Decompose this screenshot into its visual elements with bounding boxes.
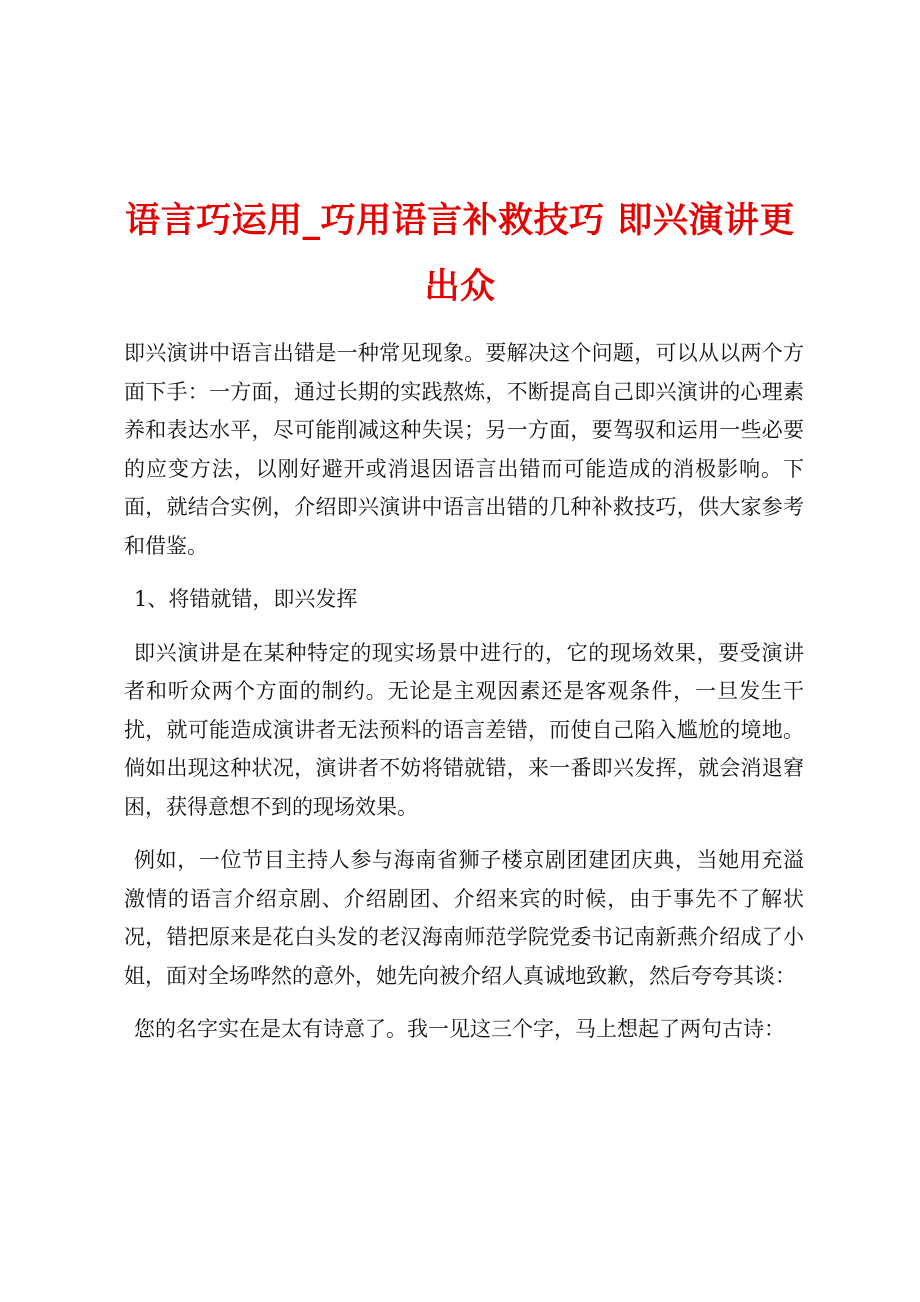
document-body — [124, 334, 804, 1064]
paragraph-quote-intro: 您的名字实在是太有诗意了。我一见这三个字，马上想起了两句古诗： — [134, 1017, 785, 1041]
paragraph-intro: 即兴演讲中语言出错是一种常见现象。要解决这个问题，可以从以两个方面下手：一方面，通过长期的实践熬炼，不断提高自己即兴演讲的心理素养和表达水平，尽可能削减这种失误；另一方面，要驾驭和运用一些必要的应变方法，以刚好避开或消退因语言出错而可能造成的消极影响。下面，就结合实例，介绍即兴演讲中语言出错的几种补救技巧，供大家参考和借鉴。 — [124, 341, 804, 558]
paragraph-section-1: 即兴演讲是在某种特定的现实场景中进行的，它的现场效果，要受演讲者和听众两个方面的制约。无论是主观因素还是客观条件，一旦发生干扰，就可能造成演讲者无法预料的语言差错，而使自己陷入尴尬的境地。倘如出现这种状况，演讲者不妨将错就错，来一番即兴发挥，就会消退窘困，获得意想不到的现场效果。 — [124, 640, 804, 819]
document-title: 语言巧运用_巧用语言补救技巧 即兴演讲更出众 — [125, 201, 795, 307]
paragraph-example: 例如，一位节目主持人参与海南省狮子楼京剧团建团庆典，当她用充溢激情的语言介绍京剧、介绍剧团、介绍来宾的时候，由于事先不了解状况，错把原来是花白头发的老汉海南师范学院党委书记南新燕介绍成了小姐，面对全场哗然的意外，她先向被介绍人真诚地致歉，然后夸夸其谈： — [124, 848, 804, 988]
section-heading-1: 1、将错就错，即兴发挥 — [134, 587, 358, 611]
